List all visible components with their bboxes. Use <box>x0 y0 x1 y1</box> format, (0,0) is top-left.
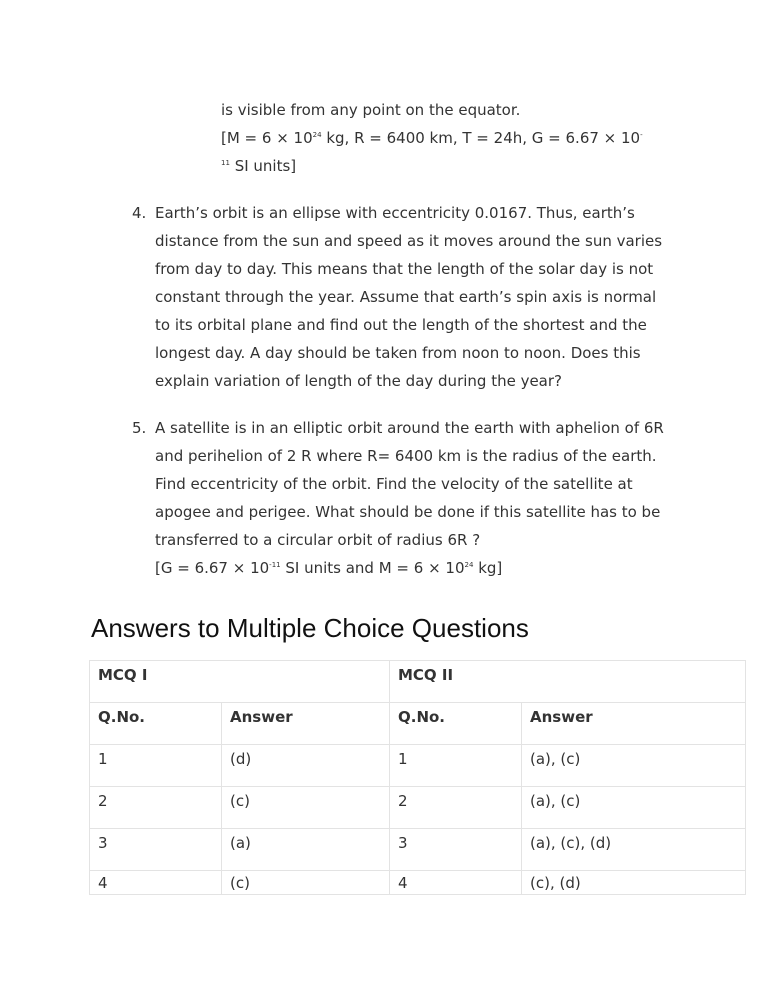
table-row <box>90 787 746 829</box>
question-5-line: and perihelion of 2 R where R= 6400 km is the radius of the earth. <box>155 447 657 465</box>
mass-constant-exponent: 24 <box>464 561 474 569</box>
answer-header: Answer <box>522 703 746 745</box>
table-row <box>90 745 746 787</box>
mass-exponent: 24 <box>312 131 322 139</box>
g-exponent-sign: - <box>640 131 643 139</box>
mcq-i-qno: 1 <box>90 745 222 787</box>
table-group-header-row <box>90 661 746 703</box>
mcq-i-answer: (c) <box>222 787 390 829</box>
question-5-line: A satellite is in an elliptic orbit around the earth with aphelion of 6R <box>155 419 664 437</box>
mcq-i-header: MCQ I <box>90 661 390 703</box>
mcq-i-answer: (d) <box>222 745 390 787</box>
mcq-ii-qno: 4 <box>390 871 522 895</box>
question-5-number: 5. <box>132 419 147 437</box>
mcq-i-answer: (c) <box>222 871 390 895</box>
continuation-line-2 <box>221 128 643 148</box>
continuation-text-1: is visible from any point on the equator. <box>221 101 521 119</box>
table-row <box>90 829 746 871</box>
question-5-constants <box>155 558 502 578</box>
mcq-ii-qno: 1 <box>390 745 522 787</box>
question-4-number: 4. <box>132 204 147 222</box>
mass-constant-text: SI units and M = 6 × 10 <box>280 559 465 577</box>
answers-heading: Answers to Multiple Choice Questions <box>91 613 529 643</box>
mcq-ii-answer: (a), (c) <box>522 745 746 787</box>
question-5-line: apogee and perigee. What should be done if this satellite has to be <box>155 503 661 521</box>
mcq-ii-header: MCQ II <box>390 661 746 703</box>
mcq-i-qno: 2 <box>90 787 222 829</box>
mcq-ii-qno: 3 <box>390 829 522 871</box>
answer-header: Answer <box>222 703 390 745</box>
mcq-i-answer: (a) <box>222 829 390 871</box>
question-4-line: distance from the sun and speed as it moves around the sun varies <box>155 232 663 250</box>
table-column-header-row <box>90 703 746 745</box>
qno-header: Q.No. <box>390 703 522 745</box>
mcq-ii-answer: (a), (c), (d) <box>522 829 746 871</box>
question-4-line: from day to day. This means that the length of the solar day is not <box>155 260 654 278</box>
question-5-line: Find eccentricity of the orbit. Find the velocity of the satellite at <box>155 475 633 493</box>
mcq-i-qno: 4 <box>90 871 222 895</box>
answers-table <box>89 660 746 895</box>
question-4-line: to its orbital plane and find out the length of the shortest and the <box>155 316 647 334</box>
constants-text: kg, R = 6400 km, T = 24h, G = 6.67 × 10 <box>321 129 641 147</box>
continuation-line-3 <box>221 156 296 176</box>
mcq-ii-answer: (a), (c) <box>522 787 746 829</box>
question-5-line: transferred to a circular orbit of radius 6R ? <box>155 531 481 549</box>
si-units-text: SI units] <box>229 157 297 175</box>
g-constant-text: [G = 6.67 × 10 <box>155 559 270 577</box>
qno-header: Q.No. <box>90 703 222 745</box>
table-row <box>90 871 746 895</box>
mass-text: [M = 6 × 10 <box>221 129 313 147</box>
question-4-line: constant through the year. Assume that earth’s spin axis is normal <box>155 288 657 306</box>
g-constant-exponent: -11 <box>269 561 281 569</box>
question-4-line: explain variation of length of the day during the year? <box>155 372 563 390</box>
question-4-line: Earth’s orbit is an ellipse with eccentricity 0.0167. Thus, earth’s <box>155 204 635 222</box>
mcq-ii-qno: 2 <box>390 787 522 829</box>
mcq-ii-answer: (c), (d) <box>522 871 746 895</box>
continuation-line-1 <box>221 100 520 120</box>
mcq-i-qno: 3 <box>90 829 222 871</box>
g-exponent: 11 <box>221 159 230 167</box>
question-4-line: longest day. A day should be taken from noon to noon. Does this <box>155 344 641 362</box>
unit-kg-text: kg] <box>473 559 503 577</box>
